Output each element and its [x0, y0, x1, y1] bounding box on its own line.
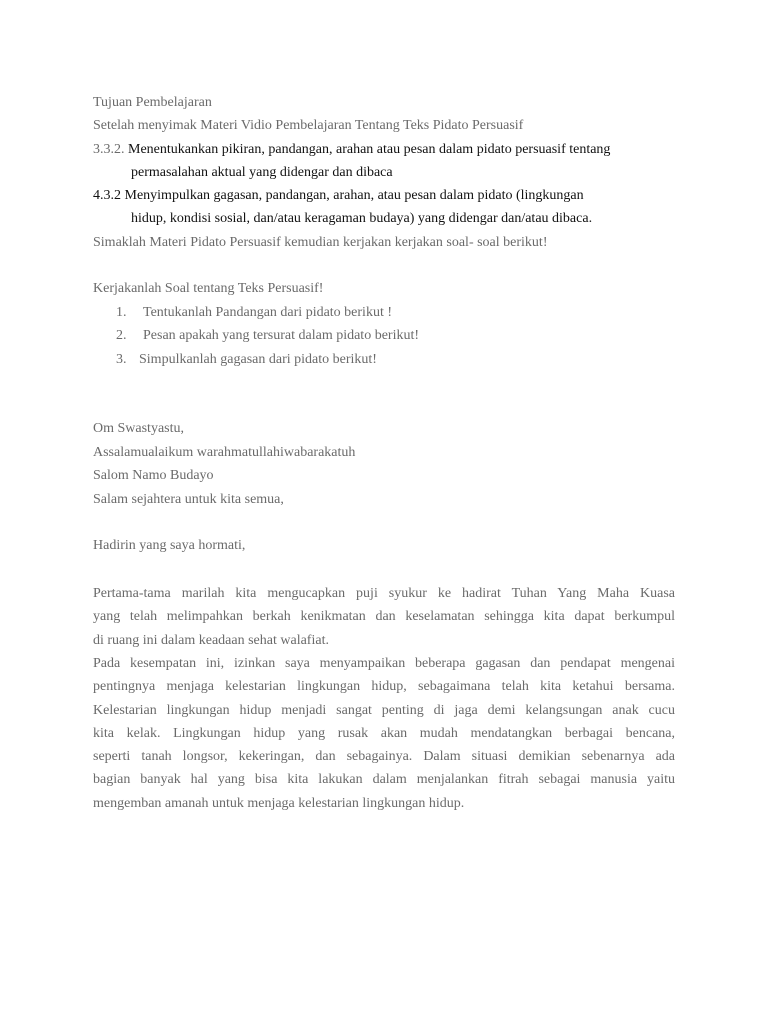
paragraph-line: kita kelak. Lingkungan hidup yang rusak akan mudah mendatangkan berbagai bencana, — [93, 725, 675, 741]
paragraph-line: bagian banyak hal yang bisa kita lakukan dalam menjalankan fitrah sebagai manusia yaitu — [93, 772, 675, 788]
question-1-text: Tentukanlah Pandangan dari pidato berikut ! — [143, 305, 392, 320]
speech-address: Hadirin yang saya hormati, — [93, 538, 246, 553]
question-3-number: 3. — [116, 352, 127, 367]
speech-paragraph-1 — [93, 582, 675, 652]
question-2-text: Pesan apakah yang tersurat dalam pidato berikut! — [143, 328, 420, 343]
objective-item-1 — [93, 141, 610, 159]
objective-item-1-number: 3.3.2. — [93, 142, 125, 157]
objectives-intro: Setelah menyimak Materi Vidio Pembelajaran Tentang Teks Pidato Persuasif — [93, 118, 524, 133]
paragraph-line: yang telah melimpahkan berkah kenikmatan dan keselamatan sehingga kita dapat berkumpul — [93, 609, 675, 625]
objective-item-1-continuation: permasalahan aktual yang didengar dan dibaca — [131, 165, 393, 180]
paragraph-line: Pada kesempatan ini, izinkan saya menyampaikan beberapa gagasan dan pendapat mengenai — [93, 656, 675, 671]
paragraph-line: pentingnya menjaga kelestarian lingkungan hidup, sebagaimana telah kita ketahui bersama. — [93, 679, 675, 695]
paragraph-line: Pertama-tama marilah kita mengucapkan puji syukur ke hadirat Tuhan Yang Maha Kuasa — [93, 586, 675, 601]
speech-greeting-4: Salam sejahtera untuk kita semua, — [93, 492, 284, 507]
objective-item-2 — [93, 187, 584, 205]
paragraph-line: mengemban amanah untuk menjaga kelestarian lingkungan hidup. — [93, 795, 465, 811]
objective-item-1-text: Menentukankan pikiran, pandangan, arahan atau pesan dalam pidato persuasif tentang — [128, 142, 611, 157]
objectives-heading: Tujuan Pembelajaran — [93, 95, 212, 110]
speech-greeting-2: Assalamualaikum warahmatullahiwabarakatuh — [93, 445, 356, 460]
speech-greeting-1: Om Swastyastu, — [93, 421, 184, 436]
questions-heading: Kerjakanlah Soal tentang Teks Persuasif! — [93, 281, 324, 296]
instruction-text: Simaklah Materi Pidato Persuasif kemudian kerjakan kerjakan soal- soal berikut! — [93, 235, 548, 250]
objective-item-2-number: 4.3.2 — [93, 188, 121, 203]
question-1-number: 1. — [116, 305, 127, 320]
paragraph-line: di ruang ini dalam keadaan sehat walafiat. — [93, 632, 329, 648]
speech-greeting-3: Salom Namo Budayo — [93, 468, 214, 483]
objective-item-2-continuation: hidup, kondisi sosial, dan/atau keragaman budaya) yang didengar dan/atau dibaca. — [131, 211, 593, 226]
objective-item-2-text: Menyimpulkan gagasan, pandangan, arahan, atau pesan dalam pidato (lingkungan — [124, 188, 584, 203]
paragraph-line: seperti tanah longsor, kekeringan, dan sebagainya. Dalam situasi demikian sebenarnya ada — [93, 749, 675, 765]
paragraph-line: Kelestarian lingkungan hidup menjadi sangat penting di jaga demi kelangsungan anak cucu — [93, 702, 675, 718]
question-3-text: Simpulkanlah gagasan dari pidato berikut! — [139, 352, 377, 367]
question-2-number: 2. — [116, 328, 127, 343]
speech-paragraph-2 — [93, 652, 675, 815]
